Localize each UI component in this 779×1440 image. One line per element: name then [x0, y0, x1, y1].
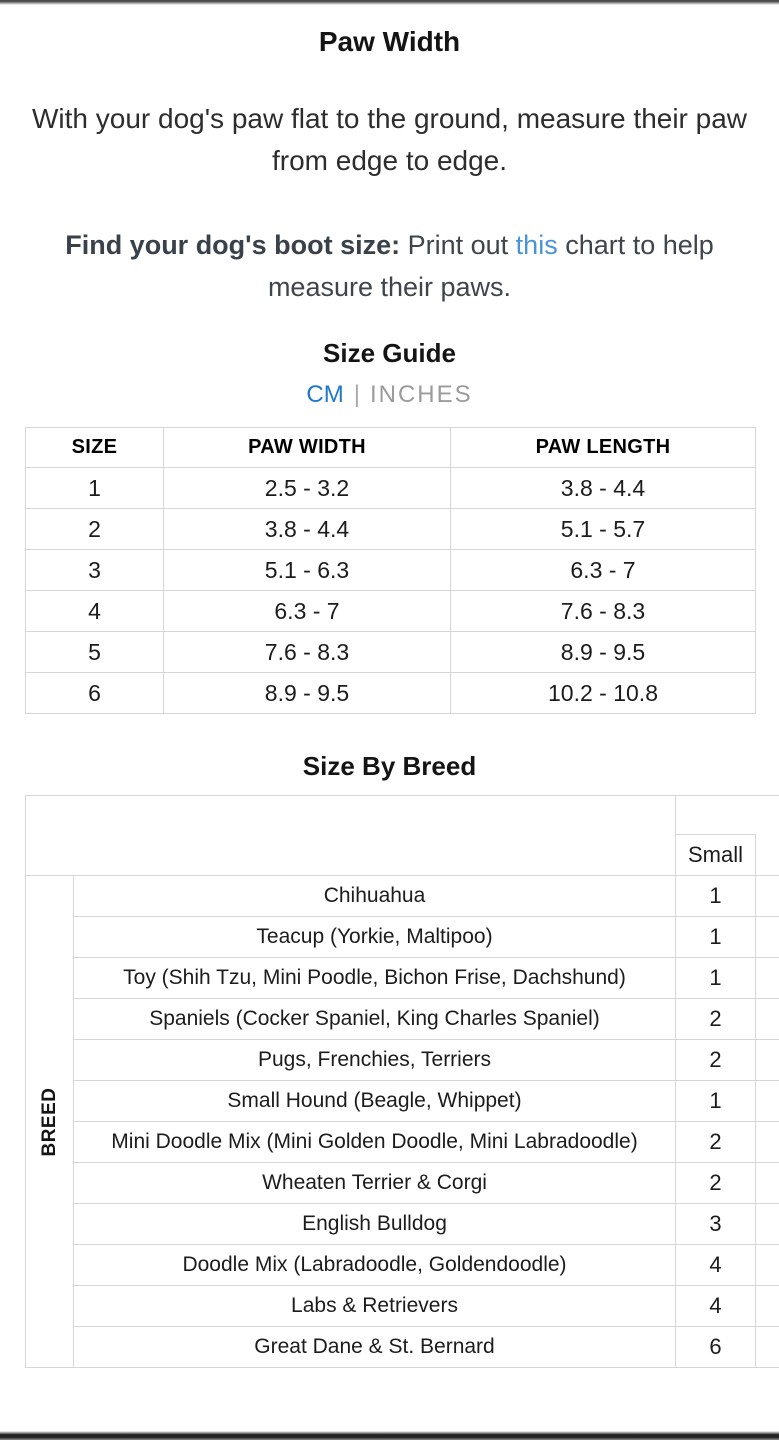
breed-name-cell: Pugs, Frenchies, Terriers: [74, 1040, 676, 1081]
breed-row: [26, 1327, 779, 1368]
size-guide-row: [26, 673, 756, 714]
find-size-text-before: Print out: [400, 230, 516, 260]
breed-cutoff-cell: [756, 1040, 779, 1081]
size-guide-cell: 4: [26, 591, 164, 632]
breed-name-cell: Chihuahua: [74, 876, 676, 917]
size-guide-cell: 7.6 - 8.3: [164, 632, 451, 673]
breed-header-empty-cell: [26, 796, 676, 876]
size-guide-cell: 5.1 - 5.7: [451, 509, 756, 550]
size-guide-cell: 6.3 - 7: [164, 591, 451, 632]
breed-name-cell: Toy (Shih Tzu, Mini Poodle, Bichon Frise, Dachshund): [74, 958, 676, 999]
unit-inches-tab[interactable]: INCHES: [369, 381, 473, 408]
find-size-label: Find your dog's boot size:: [65, 230, 401, 260]
breed-size-cell: 2: [676, 1163, 756, 1204]
breed-row: [26, 1163, 779, 1204]
breed-row: [26, 1286, 779, 1327]
size-guide-cell: 3: [26, 550, 164, 591]
size-guide-column-header: SIZE: [26, 428, 164, 468]
breed-header-row-top: [26, 796, 779, 835]
breed-size-cell: 1: [676, 958, 756, 999]
breed-row: [26, 999, 779, 1040]
breed-size-cell: 6: [676, 1327, 756, 1368]
top-edge-divider: [0, 0, 779, 5]
breed-cutoff-cell: [756, 1286, 779, 1327]
unit-toggle: [0, 381, 779, 409]
breed-row: [26, 1122, 779, 1163]
bottom-edge-divider: [0, 1431, 779, 1440]
size-guide-column-header: PAW WIDTH: [164, 428, 451, 468]
breed-row: [26, 958, 779, 999]
size-guide-cell: 2.5 - 3.2: [164, 468, 451, 509]
size-guide-cell: 6.3 - 7: [451, 550, 756, 591]
breed-cutoff-cell: [756, 1081, 779, 1122]
breed-cutoff-cell: [756, 1327, 779, 1368]
breed-name-cell: Doodle Mix (Labradoodle, Goldendoodle): [74, 1245, 676, 1286]
breed-cutoff-cell: [756, 876, 779, 917]
size-guide-table: [25, 427, 756, 714]
breed-name-cell: Mini Doodle Mix (Mini Golden Doodle, Mini Labradoodle): [74, 1122, 676, 1163]
breed-header-cutoff-cell: [756, 835, 779, 876]
breed-name-cell: Wheaten Terrier & Corgi: [74, 1163, 676, 1204]
printable-chart-link[interactable]: this: [515, 230, 558, 260]
breed-row: [26, 1204, 779, 1245]
breed-size-cell: 1: [676, 1081, 756, 1122]
breed-header-cutoff-cell: [756, 796, 779, 835]
breed-size-cell: 2: [676, 1122, 756, 1163]
breed-size-cell: 1: [676, 917, 756, 958]
column-header-small: Small: [676, 835, 756, 876]
breed-header-spacer-cell: [676, 796, 756, 835]
size-guide-row: [26, 632, 756, 673]
size-guide-heading: Size Guide: [323, 338, 456, 368]
breed-cutoff-cell: [756, 1163, 779, 1204]
page-title: Paw Width: [318, 26, 461, 57]
size-guide-cell: 1: [26, 468, 164, 509]
breed-cutoff-cell: [756, 1204, 779, 1245]
breed-row: [26, 1081, 779, 1122]
breed-cutoff-cell: [756, 1245, 779, 1286]
breed-row: [26, 1040, 779, 1081]
size-guide-row: [26, 509, 756, 550]
breed-name-cell: English Bulldog: [74, 1204, 676, 1245]
breed-axis-label: BREED: [38, 1086, 60, 1157]
breed-cutoff-cell: [756, 1122, 779, 1163]
size-guide-row: [26, 550, 756, 591]
breed-row: [26, 917, 779, 958]
unit-toggle-divider: |: [353, 381, 360, 408]
size-guide-cell: 8.9 - 9.5: [451, 632, 756, 673]
size-guide-cell: 2: [26, 509, 164, 550]
breed-name-cell: Great Dane & St. Bernard: [74, 1327, 676, 1368]
size-guide-table-body: [26, 468, 756, 714]
breed-size-cell: 2: [676, 999, 756, 1040]
breed-row: [26, 876, 779, 917]
breed-row: [26, 1245, 779, 1286]
size-by-breed-table: [25, 795, 779, 1368]
size-guide-row: [26, 591, 756, 632]
size-guide-row: [26, 468, 756, 509]
breed-name-cell: Teacup (Yorkie, Maltipoo): [74, 917, 676, 958]
breed-name-cell: Small Hound (Beagle, Whippet): [74, 1081, 676, 1122]
size-guide-cell: 6: [26, 673, 164, 714]
breed-size-cell: 3: [676, 1204, 756, 1245]
intro-text: With your dog's paw flat to the ground, measure their paw from edge to edge.: [31, 103, 748, 176]
breed-size-cell: 4: [676, 1245, 756, 1286]
size-by-breed-heading: Size By Breed: [302, 751, 477, 781]
size-guide-column-header: PAW LENGTH: [451, 428, 756, 468]
breed-cutoff-cell: [756, 958, 779, 999]
size-guide-cell: 3.8 - 4.4: [451, 468, 756, 509]
size-guide-cell: 5.1 - 6.3: [164, 550, 451, 591]
breed-axis-cell: [26, 876, 74, 1368]
breed-size-cell: 1: [676, 876, 756, 917]
find-size-text-after: chart to help measure their paws.: [267, 230, 714, 302]
size-guide-cell: 8.9 - 9.5: [164, 673, 451, 714]
unit-cm-tab[interactable]: CM: [306, 381, 344, 408]
size-by-breed-table-wrap: [25, 795, 779, 1368]
size-guide-header-row: [26, 428, 756, 468]
breed-cutoff-cell: [756, 917, 779, 958]
breed-size-cell: 4: [676, 1286, 756, 1327]
breed-name-cell: Spaniels (Cocker Spaniel, King Charles Spaniel): [74, 999, 676, 1040]
size-guide-cell: 3.8 - 4.4: [164, 509, 451, 550]
breed-cutoff-cell: [756, 999, 779, 1040]
breed-name-cell: Labs & Retrievers: [74, 1286, 676, 1327]
find-size-instruction: [30, 224, 749, 308]
size-guide-cell: 7.6 - 8.3: [451, 591, 756, 632]
breed-size-cell: 2: [676, 1040, 756, 1081]
size-guide-cell: 5: [26, 632, 164, 673]
size-guide-cell: 10.2 - 10.8: [451, 673, 756, 714]
